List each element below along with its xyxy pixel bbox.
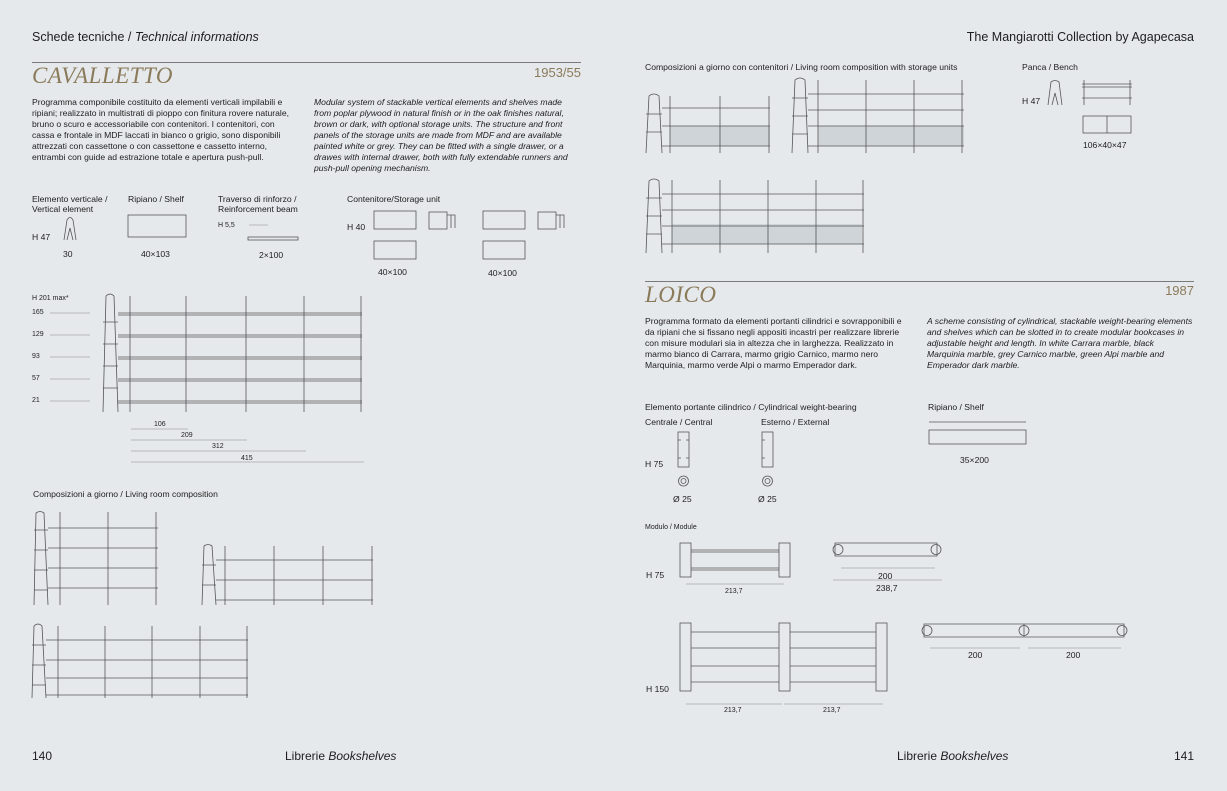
footer-left-a: Librerie: [285, 749, 329, 763]
footer-right-page: 141: [1173, 749, 1194, 763]
support-drawings: [672, 430, 782, 492]
cavalletto-title: CAVALLETTO: [32, 63, 174, 88]
loico-year: 1987: [1165, 283, 1194, 298]
loico-text-en: A scheme consisting of cylindrical, stackable weight-bearing elements and shelves which can be slotted in to create modular bookcases in adjustable height and length. In white Carrara marble, black Marquinia marble, grey Carnico marble, green Alpi marble and Emperador dark marble.: [927, 316, 1193, 370]
height-57: 57: [32, 375, 40, 382]
width-415: 415: [241, 455, 253, 462]
support-diameter-1: Ø 25: [673, 494, 692, 504]
vertical-element-height: H 47: [32, 232, 51, 242]
loico-shelf-drawing: [927, 418, 1029, 448]
support-external-label: Esterno / External: [761, 417, 830, 427]
loico-shelf-label: Ripiano / Shelf: [928, 402, 984, 412]
support-height: H 75: [645, 459, 664, 469]
cavalletto-year: 1953/55: [534, 65, 581, 80]
loico-title: LOICO: [645, 282, 717, 307]
bench-height: H 47: [1022, 96, 1041, 106]
shelf-label: Ripiano / Shelf: [128, 194, 184, 204]
cavalletto-elevation-drawing: [48, 292, 368, 462]
header-left: [32, 30, 259, 44]
vertical-element-drawing: [60, 214, 80, 242]
living-room-label: Composizioni a giorno / Living room composition: [33, 489, 218, 499]
storage-unit-drawings: [373, 210, 573, 262]
module-w-213-2a: 213,7: [724, 707, 742, 714]
storage-unit-dim-2: 40×100: [488, 268, 517, 278]
support-central-label: Centrale / Central: [645, 417, 713, 427]
living-room-compositions: [30, 510, 380, 705]
module-h150: H 150: [646, 684, 669, 694]
beam-drawing: [246, 220, 302, 244]
module-h75: H 75: [646, 570, 665, 580]
footer-left-section: [285, 749, 396, 763]
vertical-element-label: Elemento verticale / Vertical element: [32, 194, 108, 214]
support-diameter-2: Ø 25: [758, 494, 777, 504]
height-93: 93: [32, 353, 40, 360]
width-209: 209: [181, 432, 193, 439]
height-129: 129: [32, 331, 44, 338]
module-top-200: 200: [878, 571, 893, 581]
storage-unit-dim-1: 40×100: [378, 267, 407, 277]
support-label: Elemento portante cilindrico / Cylindrical weight-bearing: [645, 402, 857, 412]
width-312: 312: [212, 443, 224, 450]
storage-composition-label: Composizioni a giorno con contenitori / Living room composition with storage units: [645, 62, 958, 72]
cavalletto-text-en: Modular system of stackable vertical elements and shelves made from poplar plywood in natural finish or in the oak finishes natural, brown or dark, with optional storage units. The structure and front panels of the storage units are made from MDF and are available painted white or grey. They can be fitted with a single drawer, or a drawes with internal drawer, both with fully extendable runners and push-pull opening mechanism.: [314, 97, 568, 173]
cavalletto-text-it: Programma componibile costituito da elementi verticali impilabili e ripiani; realizzato in multistrati di pioppo con finitura rovere naturale, bruno o scuro e accessoriabile con contenitori. I contenitori, con cassa e frontale in MDF laccati in bianco o grigio, sono disponibili attrezzati con cassettone o con cassettone e cassetto interno, entrambi con guide ad estrazione totale e apertura push-pull.: [32, 97, 289, 162]
beam-dim: 2×100: [259, 250, 284, 260]
bench-drawing: [1046, 78, 1136, 138]
bench-dim: 106×40×47: [1083, 140, 1127, 150]
width-106: 106: [154, 421, 166, 428]
module-top-200-b: 200: [1066, 650, 1081, 660]
module-75-drawing: [678, 540, 948, 600]
footer-left-b: Bookshelves: [328, 749, 397, 763]
bench-label: Panca / Bench: [1022, 62, 1078, 72]
vertical-element-dim: 30: [63, 249, 73, 259]
footer-right-section: [897, 749, 1008, 763]
footer-right-a: Librerie: [897, 749, 941, 763]
loico-text-it: Programma formato da elementi portanti cilindrici e sovrapponibili e da ripiani che si fissano negli appositi incastri per realizzare librerie con misure modulari sia in altezza che in larghezza. Realizzato in marmo bianco di Carrara, marmo grigio Carnico, marmo nero Marquinia, marmo verde Alpi o marmo Emperador dark.: [645, 316, 902, 370]
storage-unit-label: Contenitore/Storage unit: [347, 194, 441, 204]
beam-height: H 5,5: [218, 222, 235, 229]
storage-compositions-drawing: [644, 76, 974, 256]
header-left-b: Technical informations: [134, 30, 259, 44]
footer-left-page: 140: [32, 749, 53, 763]
module-w-213-1: 213,7: [725, 588, 743, 595]
storage-unit-height: H 40: [347, 222, 366, 232]
module-w-213-2b: 213,7: [823, 707, 841, 714]
module-top-238: 238,7: [876, 583, 898, 593]
height-165: 165: [32, 309, 44, 316]
footer-right-b: Bookshelves: [940, 749, 1009, 763]
header-left-a: Schede tecniche /: [32, 30, 135, 44]
module-top-200-a: 200: [968, 650, 983, 660]
height-max-label: H 201 max*: [32, 295, 69, 302]
loico-rule: [645, 281, 1194, 282]
beam-label: Traverso di rinforzo / Reinforcement beam: [218, 194, 298, 214]
header-right: The Mangiarotti Collection by Agapecasa: [966, 30, 1194, 44]
shelf-drawing: [127, 214, 189, 240]
module-150-drawing: [678, 620, 1138, 710]
shelf-dim: 40×103: [141, 249, 170, 259]
height-21: 21: [32, 397, 40, 404]
loico-shelf-dim: 35×200: [960, 455, 989, 465]
module-label: Modulo / Module: [645, 524, 697, 531]
